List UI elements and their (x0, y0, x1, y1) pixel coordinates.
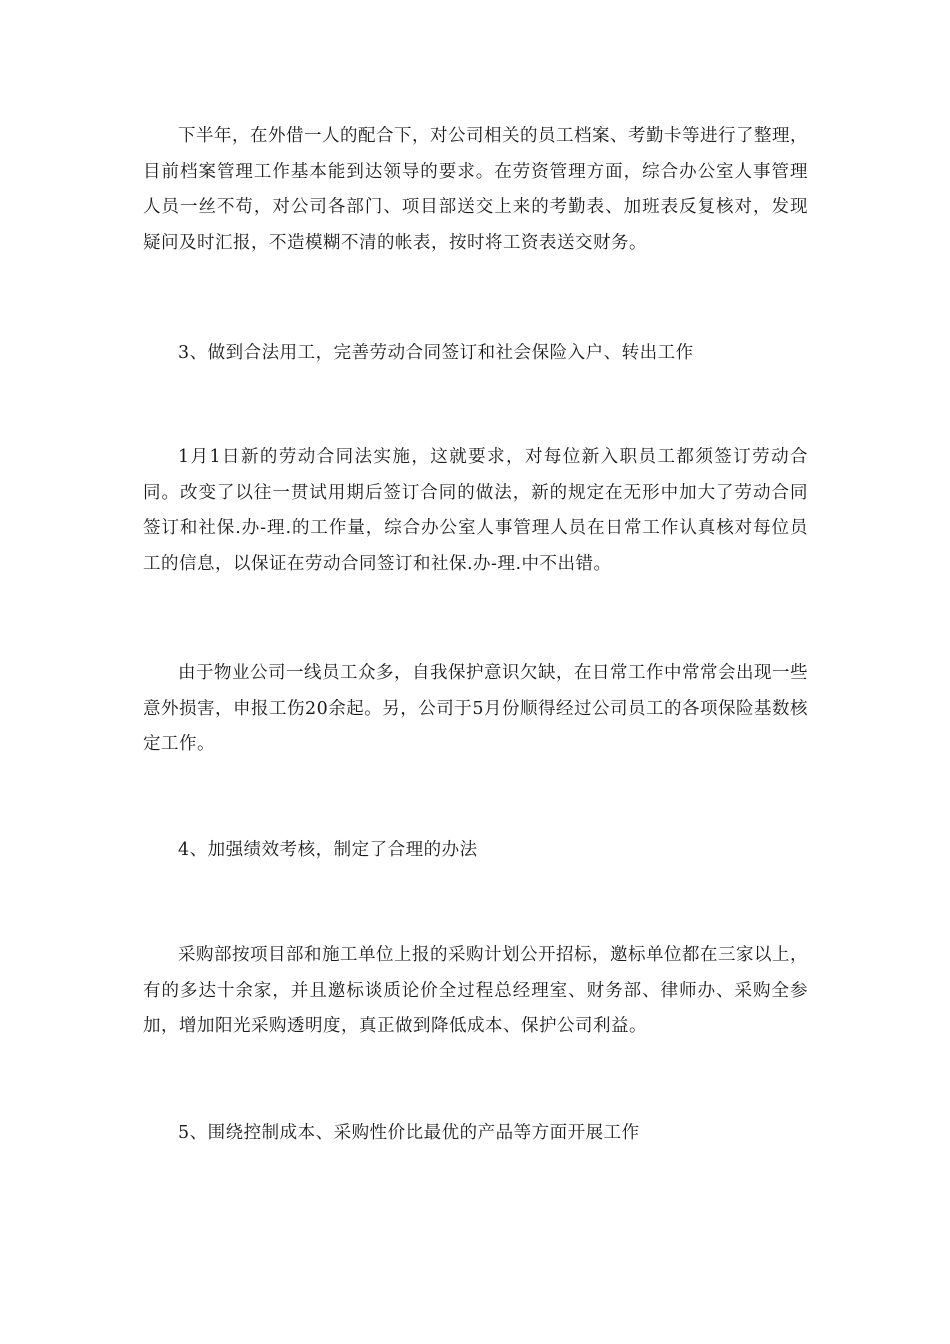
paragraph-work-injury: 由于物业公司一线员工众多，自我保护意识欠缺，在日常工作中常常会出现一些意外损害，申报工伤20余起。另，公司于5月份顺得经过公司员工的各项保险基数核定工作。 (143, 663, 808, 754)
paragraph-procurement-bidding: 采购部按项目部和施工单位上报的采购计划公开招标，邀标单位都在三家以上，有的多达十余家，并且邀标谈质论价全过程总经理室、财务部、律师办、采购全参加，增加阳光采购透明度，真正做到降低成本、保护公司利益。 (143, 945, 808, 1036)
paragraph-labor-contract-law: 1月1日新的劳动合同法实施，这就要求，对每位新入职员工都须签订劳动合同。改变了以往一贯试用期后签订合同的做法，新的规定在无形中加大了劳动合同签订和社保.办-理.的工作量，综合办公室人事管理人员在日常工作认真核对每位员工的信息，以保证在劳动合同签订和社保.办-理.中不出错。 (143, 447, 808, 574)
paragraph-archive-management: 下半年，在外借一人的配合下，对公司相关的员工档案、考勤卡等进行了整理，目前档案管理工作基本能到达领导的要求。在劳资管理方面，综合办公室人事管理人员一丝不苟，对公司各部门、项目部送交上来的考勤表、加班表反复核对，发现疑问及时汇报，不造模糊不清的帐表，按时将工资表送交财务。 (143, 126, 808, 253)
heading-3-legal-employment: 3、做到合法用工，完善劳动合同签订和社会保险入户、转出工作 (178, 343, 694, 363)
heading-4-performance-assessment: 4、加强绩效考核，制定了合理的办法 (178, 840, 478, 860)
heading-5-cost-control: 5、围绕控制成本、采购性价比最优的产品等方面开展工作 (178, 1123, 640, 1143)
